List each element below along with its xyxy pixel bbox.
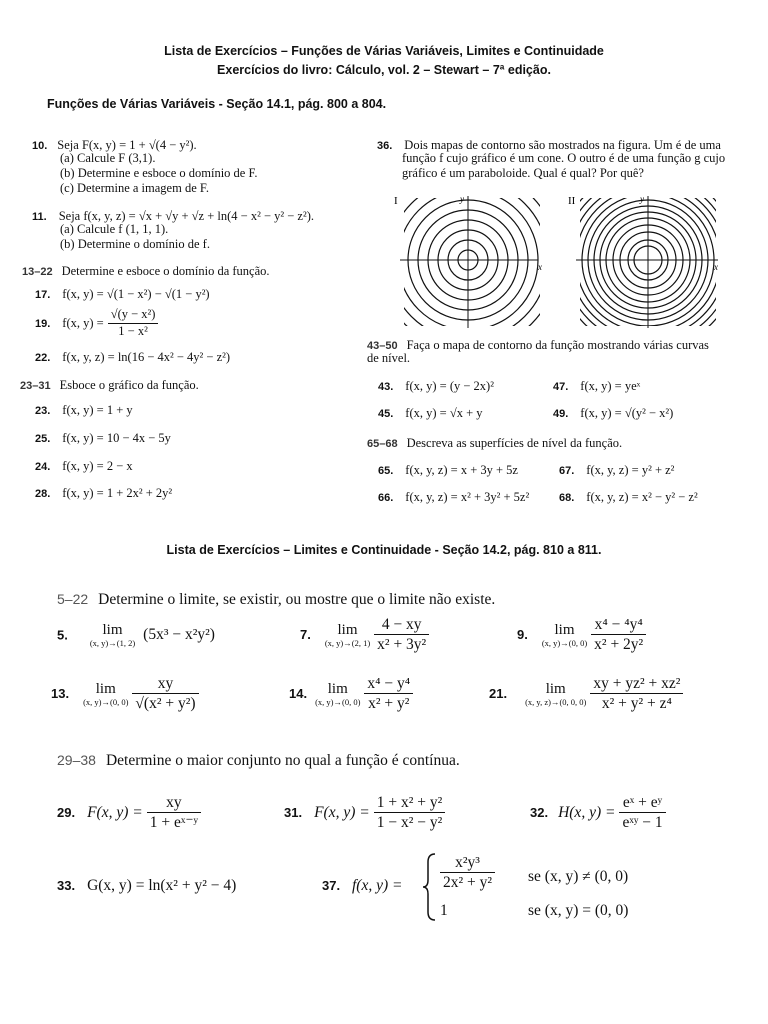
case2-value: 1	[440, 902, 448, 919]
problem-lhs: H(x, y) =	[558, 803, 616, 821]
problem-31	[284, 794, 445, 831]
problem-23	[35, 401, 133, 419]
limit-operator	[525, 681, 586, 707]
problem-text: f(x, y) = √(y² − x²)	[580, 406, 674, 420]
axis-label-x: x	[714, 262, 718, 272]
problem-number: 36.	[377, 140, 393, 152]
case2-condition: se (x, y) = (0, 0)	[528, 902, 629, 919]
range-text: Faça o mapa de contorno da função mostrando várias curvas	[406, 338, 709, 352]
problem-number: 24.	[35, 461, 51, 473]
limit-operator	[325, 622, 370, 648]
limit-operator	[90, 622, 135, 648]
problem-number: 5.	[57, 627, 68, 643]
problem-number: 21.	[489, 686, 508, 702]
problem-number: 23.	[35, 405, 51, 417]
page-title: Lista de Exercícios – Funções de Várias Variáveis, Limites e Continuidade	[164, 44, 604, 58]
problem-number: 29.	[57, 805, 76, 821]
problem-number: 68.	[559, 492, 575, 504]
contour-map-paraboloid	[566, 192, 722, 330]
denominator: 1 + eˣ⁻ʸ	[149, 814, 199, 832]
range-label: 43–50	[367, 340, 398, 352]
problem-text: f(x, y, z) = y² + z²	[586, 463, 675, 477]
problem-47	[553, 377, 640, 395]
numerator: x⁴ − y⁴	[364, 675, 413, 694]
map-label: II	[568, 195, 576, 207]
problem-number: 7.	[300, 627, 311, 643]
problem-66	[378, 488, 529, 506]
problem-28	[35, 484, 172, 502]
problem-13	[51, 675, 199, 712]
problem-text: G(x, y) = ln(x² + y² − 4)	[87, 877, 237, 894]
range-label: 65–68	[367, 438, 398, 450]
problem-text-line1: Dois mapas de contorno são mostrados na figura. Um é de uma	[404, 138, 721, 152]
axis-label-y: y	[460, 194, 464, 204]
problem-37	[322, 852, 662, 932]
contour-map-cone	[394, 192, 546, 330]
problem-number: 13.	[51, 686, 70, 702]
problem-36-line3: gráfico é um paraboloide. Qual é qual? Por quê?	[402, 166, 644, 180]
denominator: eˣʸ − 1	[622, 814, 663, 832]
lim-subscript: (x, y)→(0, 0)	[315, 696, 361, 707]
problem-45	[378, 404, 483, 422]
axis-label-y: y	[640, 194, 644, 204]
problem-10-a: (a) Calcule F (3,1).	[60, 151, 156, 165]
problem-text: f(x, y, z) = x² + 3y² + 5z²	[405, 490, 530, 504]
range-43-50	[367, 336, 709, 354]
range-text: Determine e esboce o domínio da função.	[61, 264, 270, 278]
range-5-22	[57, 591, 495, 609]
problem-29	[57, 794, 201, 831]
problem-text: f(x, y) = 1 + 2x² + 2y²	[62, 486, 173, 500]
denominator: x² + y² + z⁴	[601, 695, 672, 713]
range-text: Determine o limite, se existir, ou mostre que o limite não existe.	[98, 591, 496, 608]
range-label: 23–31	[20, 380, 51, 392]
page-subtitle: Exercícios do livro: Cálculo, vol. 2 – Stewart – 7ª edição.	[217, 63, 551, 77]
problem-number: 28.	[35, 488, 51, 500]
problem-number: 37.	[322, 878, 341, 893]
lim-subscript: (x, y)→(2, 1)	[324, 637, 371, 648]
problem-lhs: f(x, y) =	[62, 315, 104, 330]
problem-text: f(x, y) = √x + y	[405, 406, 483, 420]
problem-number: 11.	[32, 211, 47, 223]
problem-text: f(x, y, z) = x² − y² − z²	[586, 490, 698, 504]
lim-word: lim	[95, 680, 116, 697]
denominator: 1 − x² − y²	[376, 814, 443, 832]
problem-19	[35, 308, 158, 339]
problem-65	[378, 461, 518, 479]
problem-68	[559, 488, 698, 506]
problem-lhs: F(x, y) =	[314, 803, 370, 821]
numerator: eˣ + eʸ	[619, 794, 665, 813]
range-text: Determine o maior conjunto no qual a função é contínua.	[105, 752, 460, 769]
fraction	[591, 616, 646, 653]
problem-number: 22.	[35, 352, 51, 364]
fraction	[147, 794, 201, 831]
problem-text: f(x, y) = 1 + y	[62, 403, 133, 417]
numerator: x²y³	[440, 854, 495, 873]
section1-heading: Funções de Várias Variáveis - Seção 14.1, pág. 800 a 804.	[47, 97, 387, 111]
problem-number: 43.	[378, 381, 394, 393]
problem-number: 32.	[530, 805, 549, 821]
fraction	[374, 616, 429, 653]
range-label: 29–38	[57, 752, 96, 768]
range-text: Esboce o gráfico da função.	[59, 378, 199, 392]
problem-number: 49.	[553, 408, 569, 420]
problem-11-b: (b) Determine o domínio de f.	[60, 237, 210, 251]
denominator: 1 − x²	[118, 323, 148, 338]
problem-33	[57, 877, 236, 895]
problem-number: 33.	[57, 878, 76, 893]
range-label: 5–22	[57, 591, 89, 607]
problem-number: 9.	[517, 627, 528, 643]
problem-5	[57, 622, 215, 648]
numerator: x⁴ − ⁴y⁴	[591, 616, 646, 635]
problem-9	[517, 616, 646, 653]
lim-subscript: (x, y)→(0, 0)	[83, 696, 129, 707]
lim-subscript: (x, y)→(1, 2)	[89, 638, 136, 648]
problem-10-c: (c) Determine a imagem de F.	[60, 181, 209, 195]
problem-number: 14.	[289, 686, 308, 702]
problem-32	[530, 794, 666, 831]
limit-operator	[542, 622, 587, 648]
problem-number: 10.	[32, 140, 48, 152]
fraction	[108, 308, 159, 339]
problem-number: 31.	[284, 805, 303, 821]
problem-14	[289, 675, 413, 712]
lim-word: lim	[337, 621, 358, 638]
case1-condition: se (x, y) ≠ (0, 0)	[528, 868, 629, 885]
problem-text: f(x, y) = yeˣ	[580, 379, 641, 393]
range-23-31	[20, 376, 199, 394]
problem-21	[489, 675, 683, 712]
lim-subscript: (x, y)→(0, 0)	[541, 637, 588, 648]
problem-number: 19.	[35, 317, 51, 330]
map-label: I	[394, 195, 398, 207]
limit-operator	[83, 681, 128, 707]
limit-operator	[315, 681, 360, 707]
problem-text: f(x, y, z) = x + 3y + 5z	[405, 463, 518, 477]
problem-text: Seja F(x, y) = 1 + √(4 − y²).	[57, 138, 197, 152]
denominator: x² + y²	[368, 695, 410, 713]
numerator: xy	[147, 794, 201, 813]
fraction	[364, 675, 413, 712]
section2-heading: Lista de Exercícios – Limites e Continuidade - Seção 14.2, pág. 810 a 811.	[166, 543, 602, 557]
problem-lhs: f(x, y) =	[352, 877, 403, 894]
problem-lhs: F(x, y) =	[87, 803, 143, 821]
lim-word: lim	[554, 621, 575, 638]
lim-word: lim	[327, 680, 348, 697]
problem-43	[378, 377, 494, 395]
limit-expression: (5x³ − x²y²)	[143, 625, 215, 643]
problem-25	[35, 429, 171, 447]
problem-text: Seja f(x, y, z) = √x + √y + √z + ln(4 − x² − y² − z²).	[58, 209, 314, 223]
numerator: xy	[132, 675, 198, 694]
problem-text: f(x, y) = √(1 − x²) − √(1 − y²)	[62, 287, 210, 301]
fraction	[132, 675, 198, 712]
problem-text: f(x, y) = 2 − x	[62, 459, 133, 473]
problem-17	[35, 285, 210, 303]
problem-number: 65.	[378, 465, 394, 477]
problem-number: 45.	[378, 408, 394, 420]
denominator: √(x² + y²)	[135, 695, 196, 713]
fraction	[590, 675, 683, 712]
numerator: xy + yz² + xz²	[590, 675, 683, 694]
problem-10-b: (b) Determine e esboce o domínio de F.	[60, 166, 258, 180]
fraction	[619, 794, 665, 831]
problem-11-a: (a) Calcule f (1, 1, 1).	[60, 222, 169, 236]
numerator: 1 + x² + y²	[374, 794, 446, 813]
problem-text: f(x, y) = 10 − 4x − 5y	[62, 431, 171, 445]
denominator: x² + 2y²	[594, 636, 644, 654]
problem-24	[35, 457, 133, 475]
range-29-38	[57, 752, 460, 770]
fraction	[374, 794, 446, 831]
problem-36-line2: função f cujo gráfico é um cone. O outro é de uma função g cujo	[402, 151, 726, 165]
problem-text: f(x, y) = (y − 2x)²	[405, 379, 494, 393]
lim-word: lim	[102, 622, 123, 638]
lim-word: lim	[545, 680, 566, 697]
problem-number: 17.	[35, 289, 51, 301]
numerator: 4 − xy	[374, 616, 429, 635]
left-brace	[422, 852, 438, 922]
range-label: 13–22	[22, 266, 53, 278]
problem-number: 66.	[378, 492, 394, 504]
numerator: √(y − x²)	[108, 308, 159, 324]
problem-22	[35, 348, 230, 366]
lim-subscript: (x, y, z)→(0, 0, 0)	[525, 696, 587, 707]
problem-7	[300, 616, 429, 653]
denominator: x² + 3y²	[377, 636, 427, 654]
problem-67	[559, 461, 674, 479]
range-43-50-line2: de nível.	[367, 351, 411, 365]
problem-number: 25.	[35, 433, 51, 445]
range-13-22	[22, 262, 270, 280]
denominator: 2x² + y²	[443, 874, 493, 892]
case1-fraction	[440, 854, 495, 891]
range-text: Descreva as superfícies de nível da função.	[406, 436, 623, 450]
problem-text: f(x, y, z) = ln(16 − 4x² − 4y² − z²)	[62, 350, 231, 364]
axis-label-x: x	[538, 262, 542, 272]
range-65-68	[367, 434, 622, 452]
problem-49	[553, 404, 673, 422]
problem-number: 47.	[553, 381, 569, 393]
problem-number: 67.	[559, 465, 575, 477]
